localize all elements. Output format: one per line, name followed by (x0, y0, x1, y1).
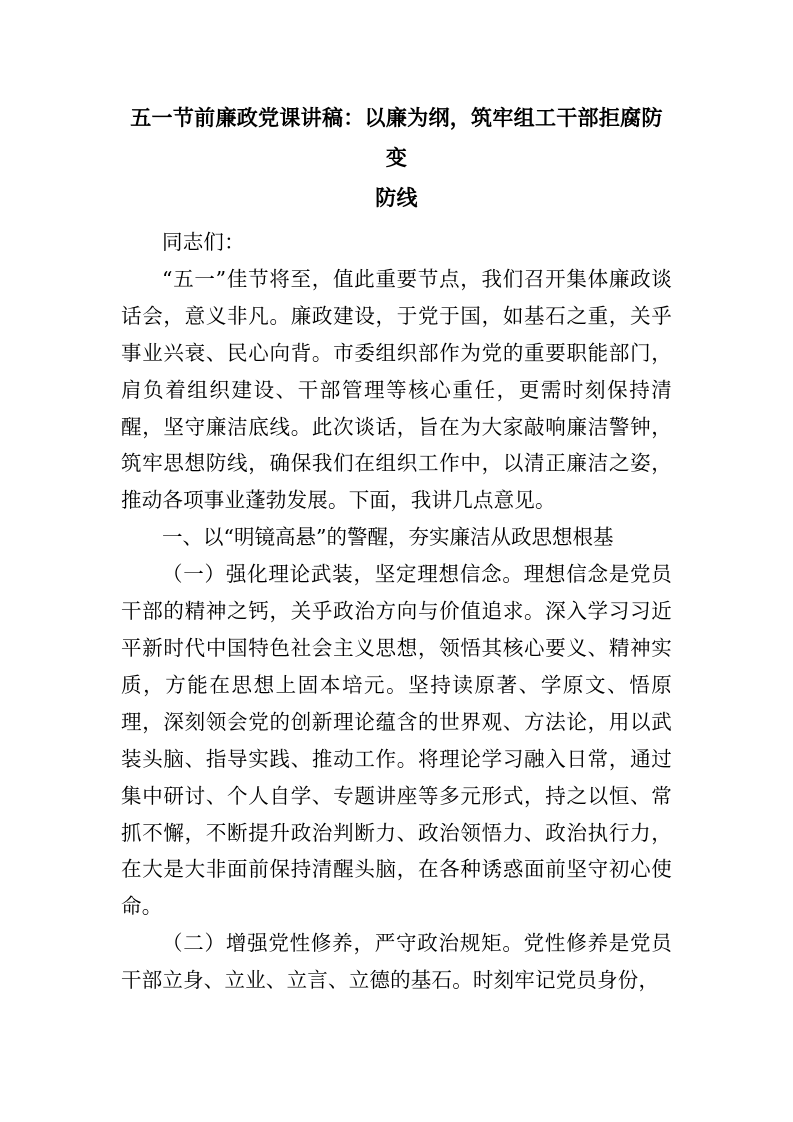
document-title (121, 98, 672, 218)
title-line-2: 防线 (375, 185, 418, 210)
section-1-heading: 一、以“明镜高悬”的警醒，夯实廉洁从政思想根基 (162, 525, 614, 550)
intro-paragraph: “五一”佳节将至，值此重要节点，我们召开集体廉政谈话会，意义非凡。廉政建设，于党于国，如基石之重，关乎事业兴衰、民心向背。市委组织部作为党的重要职能部门，肩负着组织建设、干部管理等核心重任，更需时刻保持清醒，坚守廉洁底线。此次谈话，旨在为大家敲响廉洁警钟，筑牢思想防线，确保我们在组织工作中，以清正廉洁之姿，推动各项事业蓬勃发展。下面，我讲几点意见。 (121, 266, 672, 513)
subsection-2-paragraph: （二）增强党性修养，严守政治规矩。党性修养是党员干部立身、立业、立言、立德的基石。时刻牢记党员身份， (121, 931, 672, 993)
title-line-1: 五一节前廉政党课讲稿：以廉为纲，筑牢组工干部拒腐防变 (130, 105, 663, 170)
subsection-1-paragraph: （一）强化理论武装，坚定理想信念。理想信念是党员干部的精神之钙，关乎政治方向与价值追求。深入学习习近平新时代中国特色社会主义思想，领悟其核心要义、精神实质，方能在思想上固本培元。坚持读原著、学原文、悟原理，深刻领会党的创新理论蕴含的世界观、方法论，用以武装头脑、指导实践、推动工作。将理论学习融入日常，通过集中研讨、个人自学、专题讲座等多元形式，持之以恒、常抓不懈，不断提升政治判断力、政治领悟力、政治执行力，在大是大非面前保持清醒头脑，在各种诱惑面前坚守初心使命。 (121, 562, 672, 919)
salutation: 同志们： (162, 230, 245, 254)
document-body (121, 98, 672, 999)
